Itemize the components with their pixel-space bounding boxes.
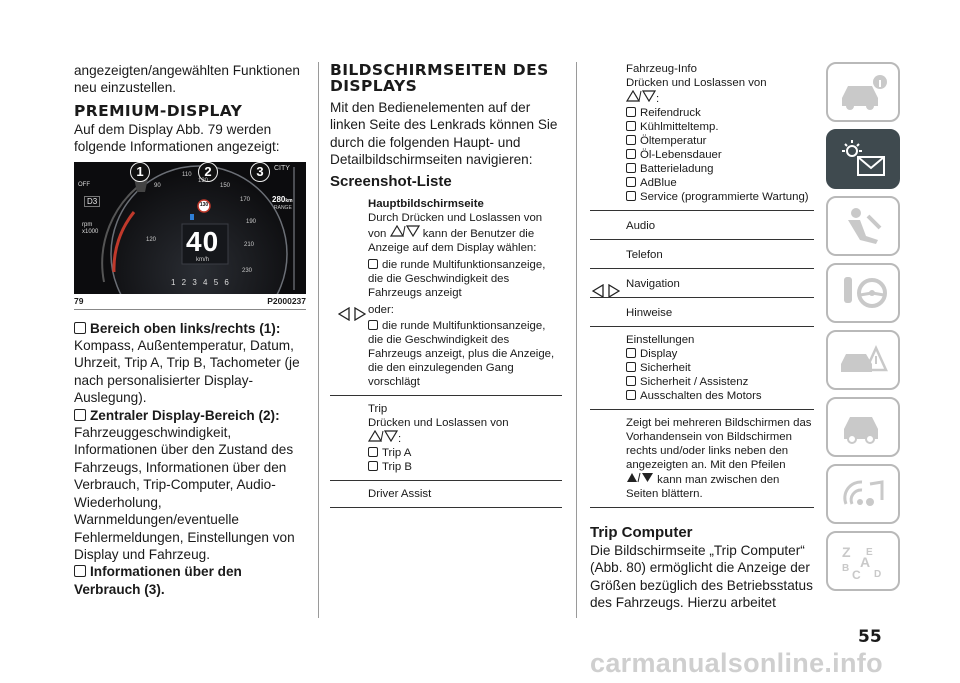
trip-title: Trip [368, 402, 388, 415]
settings-item-text: Display [640, 348, 678, 360]
speed-unit: km/h [196, 256, 210, 263]
main-screen-title: Hauptbildschirmseite [368, 197, 484, 210]
symbol-cell [330, 195, 368, 395]
symbol-cell [330, 396, 368, 480]
range-number: 280 [272, 194, 286, 204]
column-divider [318, 62, 319, 618]
tab-warning-lights[interactable] [826, 129, 900, 189]
gear-d-label: D3 [84, 196, 100, 207]
key-steering-icon [838, 273, 888, 313]
range-unit: km [285, 197, 293, 204]
heading-bildschirmseiten: BILDSCHIRMSEITEN DES DISPLAYS [330, 61, 549, 95]
column-left [74, 62, 306, 598]
svg-text:Z: Z [842, 544, 851, 560]
bullet-box-icon [368, 461, 378, 471]
info-item-text: Batterieladung [640, 163, 714, 175]
tick-110: 110 [182, 171, 192, 178]
table-row [330, 481, 562, 508]
option-1-text: die runde Multifunktionsanzeige, die die Geschwindigkeit des Fahrzeugs anzeigt [368, 258, 546, 299]
settings-item-text: Sicherheit [640, 362, 691, 374]
info-arrows: : [626, 90, 814, 106]
info-title: Fahrzeug-Info [626, 63, 697, 75]
info-item [626, 106, 814, 120]
item-1-title: Bereich oben links/rechts (1): [90, 320, 281, 336]
watermark-text: carmanualsonline.info [590, 648, 883, 678]
bullet-box-icon [626, 390, 636, 400]
bullet-box-icon [74, 322, 86, 334]
tick-210: 210 [244, 241, 255, 248]
column-divider [576, 62, 577, 618]
bullet-box-icon [626, 135, 636, 145]
trip-b-text: Trip B [382, 460, 412, 473]
tick-150: 150 [220, 182, 231, 189]
trip-computer-heading: Trip Computer [590, 524, 693, 541]
main-screen-cell [368, 195, 562, 395]
tick-90: 90 [154, 182, 161, 189]
callout-2: 2 [198, 162, 218, 182]
info-item [626, 162, 814, 176]
info-item [626, 176, 814, 190]
info-item-text: Öltemperatur [640, 135, 707, 147]
column-right [590, 62, 814, 612]
info-item [626, 120, 814, 134]
bullet-box-icon [626, 177, 636, 187]
car-service-icon [838, 407, 888, 447]
bullet-box-icon [626, 191, 636, 201]
bullet-box-icon [368, 320, 378, 330]
multi-text-2: kann man zwischen den Seiten blättern. [626, 474, 780, 500]
settings-title: Einstellungen [626, 334, 695, 346]
bullet-box-icon [626, 376, 636, 386]
option-2-text: die runde Multifunktionsanzeige, die die Geschwindigkeit des Fahrzeugs anzeigt, plus die Anzeige, die den einzulegenden Gang vorschlägt [368, 319, 555, 388]
audio-row: Audio [590, 211, 814, 240]
callout-3: 3 [250, 162, 270, 182]
left-right-arrows-icon [338, 307, 366, 321]
table-row [330, 195, 562, 396]
chapter-tabs [826, 62, 900, 598]
bullet-box-icon [368, 447, 378, 457]
up-down-arrows-icon [390, 225, 420, 237]
tick-190: 190 [246, 218, 257, 225]
item-3-title: Informationen über den Verbrauch (3). [74, 564, 242, 597]
info-item [626, 148, 814, 162]
seat-airbag-icon [838, 206, 888, 246]
item-1 [74, 320, 306, 407]
info-item [626, 190, 814, 204]
trip-arrows: : [368, 430, 562, 446]
figure-code: P2000237 [267, 295, 306, 306]
settings-item [626, 375, 814, 389]
trip-cell [368, 396, 562, 480]
tab-maintenance[interactable] [826, 397, 900, 457]
trip-computer-para: Die Bildschirmseite „Trip Computer“ (Abb. 80) ermöglicht die Anzeige der Größen bezüglich des Betriebsstatus des Fahrzeugs. Hierzu arbeitet [590, 543, 813, 611]
heading-premium-display: PREMIUM-DISPLAY [74, 101, 243, 120]
up-down-filled-arrows-icon [626, 472, 654, 483]
tick-120: 120 [146, 236, 157, 243]
bullet-box-icon [626, 107, 636, 117]
figure-caption [74, 296, 306, 310]
info-item [626, 134, 814, 148]
info-text: Drücken und Loslassen von [626, 77, 767, 89]
screenshot-table [330, 195, 562, 508]
settings-item [626, 361, 814, 375]
settings-item-text: Sicherheit / Assistenz [640, 376, 749, 388]
trip-a-text: Trip A [382, 446, 412, 459]
vehicle-info-row [590, 62, 814, 211]
info-item-text: Kühlmitteltemp. [640, 121, 719, 133]
tick-230: 230 [242, 267, 253, 274]
up-down-arrows-icon [626, 90, 656, 102]
gear-strip: 1 2 3 4 5 6 [171, 277, 231, 287]
index-letters-icon [838, 541, 888, 581]
intro-text: angezeigten/angewählten Funktionen neu einzustellen. [74, 63, 300, 96]
bullet-box-icon [74, 565, 86, 577]
info-item-text: Öl-Lebensdauer [640, 149, 722, 161]
info-item-text: AdBlue [640, 177, 677, 189]
screenshot-list-heading: Screenshot-Liste [330, 172, 452, 190]
svg-text:E: E [866, 547, 873, 558]
off-label: OFF [78, 181, 90, 188]
option-1 [368, 258, 562, 300]
bullet-box-icon [626, 362, 636, 372]
callout-1: 1 [130, 162, 150, 182]
bullet-box-icon [368, 259, 378, 269]
tab-emergency[interactable] [826, 330, 900, 390]
tab-index[interactable] [826, 531, 900, 591]
figure-number: 79 [74, 295, 84, 306]
speed-limit-sign: 130 [199, 201, 209, 208]
media-satellite-icon [838, 474, 888, 514]
svg-text:D: D [874, 569, 882, 580]
bullet-box-icon [626, 163, 636, 173]
settings-item [626, 389, 814, 403]
item-1-text: Kompass, Außentemperatur, Datum, Uhrzeit, Trip A, Trip B, Tachometer (je nach personalisierter Display-Auslegung). [74, 338, 300, 406]
settings-row [590, 327, 814, 410]
info-item-text: Service (programmierte Wartung) [640, 191, 809, 203]
table-row [330, 396, 562, 481]
up-down-arrows-icon [368, 430, 398, 442]
car-accident-icon [838, 340, 888, 380]
main-screen-text: Durch Drücken und Loslassen von von kann der Benutzer die Anzeige auf dem Display wählen: [368, 211, 543, 254]
main-text-2: kann der Benutzer die Anzeige auf dem Display wählen: [368, 227, 537, 254]
bullet-box-icon [626, 121, 636, 131]
item-3 [74, 563, 306, 598]
svg-text:B: B [842, 563, 850, 574]
tick-130: 130 [198, 177, 209, 184]
intro-para: Mit den Bedienelementen auf der linken Seite des Lenkrads können Sie durch die folgenden Haupt- und Detailbildschirmseiten navigieren: [330, 100, 558, 168]
tab-safety[interactable] [826, 196, 900, 256]
item-2-text: Fahrzeuggeschwindigkeit, Informationen über den Zustand des Fahrzeugs, Informationen über den Verbrauch, Trip-Computer, Audio-Wiederholung, Warnmeldungen/eventuelle Fehlermeldungen, Einstellungen von Display und Fahrzeug. [74, 425, 295, 562]
bullet-box-icon [74, 409, 86, 421]
driver-assist-cell: Driver Assist [368, 487, 432, 500]
settings-item-text: Ausschalten des Motors [640, 390, 762, 402]
settings-item [626, 347, 814, 361]
multi-screen-row [590, 410, 814, 508]
trip-b-item [368, 460, 562, 474]
hinweise-row: Hinweise [590, 298, 814, 327]
column-middle [330, 62, 562, 508]
tab-starting-driving[interactable] [826, 263, 900, 323]
city-label: CITY [274, 164, 290, 172]
item-2 [74, 407, 306, 564]
rpm-label: rpm x1000 [82, 221, 99, 235]
premium-para: Auf dem Display Abb. 79 werden folgende Informationen angezeigt: [74, 121, 280, 155]
main-text-1: Durch Drücken und Loslassen von [368, 211, 543, 224]
dashboard-figure [74, 162, 306, 294]
tab-car-info[interactable] [826, 62, 900, 122]
option-2 [368, 319, 562, 389]
tick-170: 170 [240, 196, 251, 203]
navigation-row: Navigation [590, 269, 814, 298]
range-value [272, 195, 293, 204]
trip-a-item [368, 446, 562, 460]
speed-value: 40 [186, 225, 220, 257]
page-number: 55 [858, 627, 882, 647]
car-info-icon [838, 72, 888, 112]
info-item-text: Reifendruck [640, 107, 701, 119]
symbol-cell [330, 481, 368, 507]
oder-text: oder: [368, 303, 394, 316]
bullet-box-icon [626, 348, 636, 358]
range-label: RANGE [274, 204, 292, 211]
multi-text-1: Zeigt bei mehreren Bildschirmen das Vorhandensein von Bildschirmen rechts und/oder links neben den angezeigten an. Mit den Pfeilen [626, 417, 812, 471]
item-2-title: Zentraler Display-Bereich (2): [90, 407, 280, 423]
warning-light-message-icon [838, 139, 888, 179]
bullet-box-icon [626, 149, 636, 159]
tab-multimedia[interactable] [826, 464, 900, 524]
trip-text: Drücken und Loslassen von [368, 416, 509, 429]
svg-text:A: A [860, 554, 871, 570]
svg-text:C: C [852, 568, 861, 581]
telefon-row: Telefon [590, 240, 814, 269]
